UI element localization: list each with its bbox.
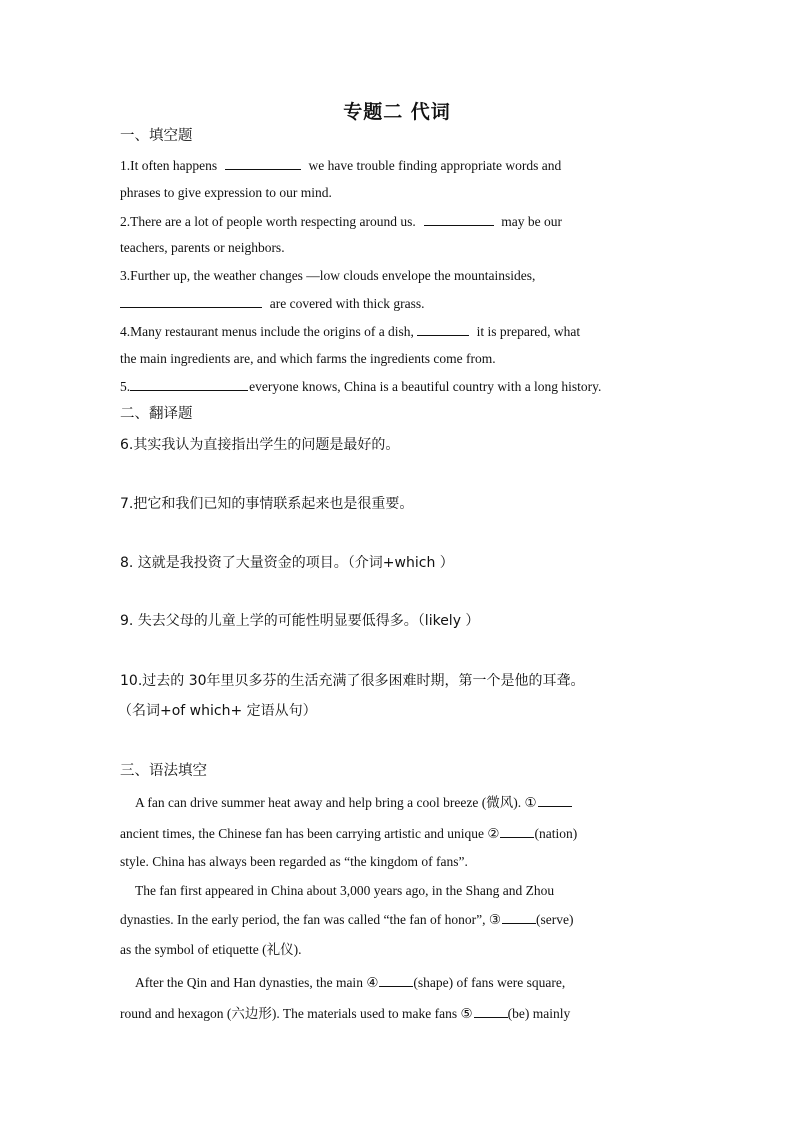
answer-blank-4[interactable] — [417, 322, 469, 336]
answer-blank-1[interactable] — [225, 156, 301, 170]
passage-3-line-1 — [135, 973, 565, 992]
passage-3-hint-4: (shape) of fans were square, — [413, 975, 566, 990]
question-3-line-1: 3.Further up, the weather changes —low clouds envelope the mountainsides, — [120, 268, 536, 283]
answer-blank-5[interactable] — [130, 377, 248, 391]
passage-1-line-3: style. China has always been regarded as “the kingdom of fans”. — [120, 854, 468, 869]
passage-1-line-2 — [120, 824, 577, 843]
passage-1-text-b: ancient times, the Chinese fan has been carrying artistic and unique ② — [120, 826, 500, 841]
question-2-line-2: teachers, parents or neighbors. — [120, 240, 285, 255]
question-10-line-2: （名词+of which+ 定语从句） — [118, 703, 317, 719]
question-4-line-1 — [120, 322, 580, 341]
question-6: 6.其实我认为直接指出学生的问题是最好的。 — [120, 437, 400, 453]
question-5-text-b: everyone knows, China is a beautiful country with a long history. — [249, 379, 602, 394]
answer-blank-circle-4[interactable] — [379, 973, 413, 987]
passage-3-text-b: round and hexagon (六边形). The materials used to make fans ⑤ — [120, 1006, 473, 1021]
section-heading-grammar: 三、语法填空 — [120, 763, 207, 779]
answer-blank-circle-3[interactable] — [502, 910, 536, 924]
section-heading-translation: 二、翻译题 — [120, 406, 193, 422]
question-7: 7.把它和我们已知的事情联系起来也是很重要。 — [120, 496, 414, 512]
passage-1-hint-2: (nation) — [534, 826, 578, 841]
question-2-line-1 — [120, 212, 562, 231]
question-10-line-1: 10.过去的 30年里贝多芬的生活充满了很多困难时期，第一个是他的耳聋。 — [120, 673, 585, 689]
answer-blank-circle-2[interactable] — [500, 824, 534, 838]
passage-2-hint-3: (serve) — [535, 912, 574, 927]
section-heading-fill-in: 一、填空题 — [120, 128, 193, 144]
question-2-text-a: 2.There are a lot of people worth respecting around us. — [120, 214, 416, 229]
passage-2-line-1: The fan first appeared in China about 3,000 years ago, in the Shang and Zhou — [135, 883, 555, 898]
answer-blank-2[interactable] — [424, 212, 494, 226]
question-1-line-1 — [120, 156, 561, 175]
question-4-text-a: 4.Many restaurant menus include the origins of a dish, — [120, 324, 414, 339]
passage-1-text-a: A fan can drive summer heat away and help bring a cool breeze (微风). ① — [135, 795, 537, 810]
answer-blank-3[interactable] — [120, 294, 262, 308]
passage-3-text-a: After the Qin and Han dynasties, the main ④ — [135, 975, 379, 990]
question-4-text-b: it is prepared, what — [476, 324, 581, 339]
passage-3-line-2 — [120, 1004, 570, 1023]
question-8: 8. 这就是我投资了大量资金的项目。（介词+which ） — [120, 555, 454, 571]
passage-2-line-2 — [120, 910, 573, 929]
passage-3-hint-5: (be) mainly — [507, 1006, 571, 1021]
question-5-line-1 — [120, 377, 601, 396]
question-3-text-b: are covered with thick grass. — [269, 296, 425, 311]
answer-blank-circle-5[interactable] — [474, 1004, 508, 1018]
passage-2-text-a: dynasties. In the early period, the fan was called “the fan of honor”, ③ — [120, 912, 501, 927]
question-4-line-2: the main ingredients are, and which farms the ingredients come from. — [120, 351, 496, 366]
question-9: 9. 失去父母的儿童上学的可能性明显要低得多。（likely ） — [120, 613, 480, 629]
question-1-text-a: 1.It often happens — [120, 158, 218, 173]
question-1-line-2: phrases to give expression to our mind. — [120, 185, 332, 200]
question-2-text-b: may be our — [501, 214, 562, 229]
question-3-line-2 — [120, 294, 425, 313]
answer-blank-circle-1[interactable] — [538, 793, 572, 807]
question-1-text-b: we have trouble finding appropriate words and — [308, 158, 562, 173]
page-title: 专题二 代词 — [343, 101, 451, 123]
passage-2-line-3: as the symbol of etiquette (礼仪). — [120, 942, 302, 957]
question-5-number: 5. — [120, 379, 131, 394]
passage-1-line-1 — [135, 793, 575, 812]
